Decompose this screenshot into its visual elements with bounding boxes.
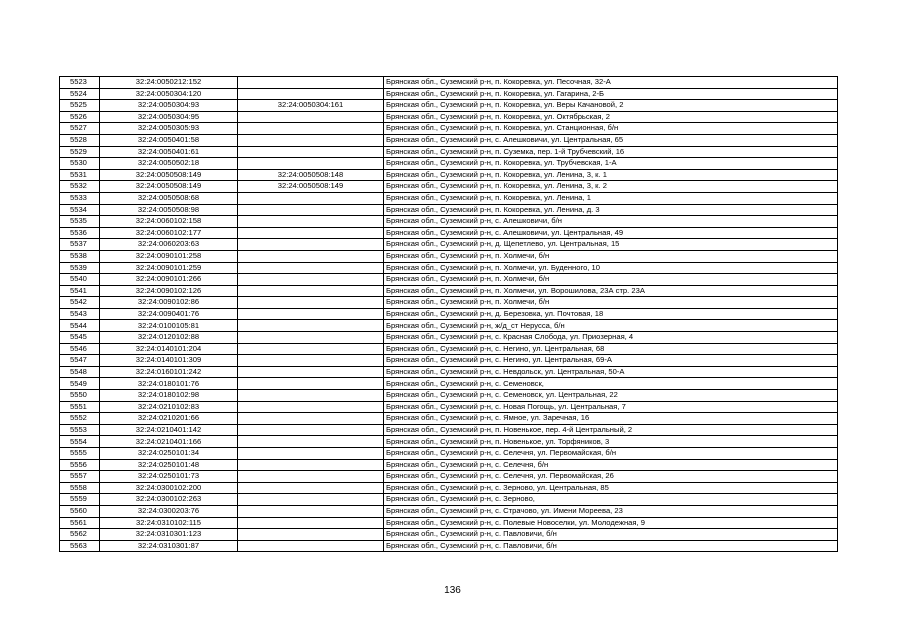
cell-address: Брянская обл., Суземский р-н, с. Семеновск,	[384, 378, 838, 390]
table-row	[60, 529, 838, 541]
cell-cadastral-number: 32:24:0050304:120	[100, 88, 238, 100]
cell-cadastral-number: 32:24:0180101:76	[100, 378, 238, 390]
table-row	[60, 308, 838, 320]
cell-address: Брянская обл., Суземский р-н, с. Павловичи, б/н	[384, 540, 838, 552]
cell-cadastral-number: 32:24:0060102:177	[100, 227, 238, 239]
cell-row-number: 5542	[60, 297, 100, 309]
cell-row-number: 5535	[60, 216, 100, 228]
cell-cadastral-number: 32:24:0090102:126	[100, 285, 238, 297]
table-row	[60, 100, 838, 112]
table-row	[60, 239, 838, 251]
cell-row-number: 5539	[60, 262, 100, 274]
table-row	[60, 297, 838, 309]
cell-row-number: 5541	[60, 285, 100, 297]
cell-row-number: 5560	[60, 505, 100, 517]
table-row	[60, 355, 838, 367]
cell-cadastral-number: 32:24:0090401:76	[100, 308, 238, 320]
cell-cadastral-number: 32:24:0180102:98	[100, 390, 238, 402]
cell-address: Брянская обл., Суземский р-н, п. Новенькое, пер. 4-й Центральный, 2	[384, 424, 838, 436]
cell-address: Брянская обл., Суземский р-н, п. Кокоревка, ул. Октябрьская, 2	[384, 111, 838, 123]
cell-row-number: 5550	[60, 390, 100, 402]
table-row	[60, 494, 838, 506]
cell-address: Брянская обл., Суземский р-н, с. Селечня, б/н	[384, 459, 838, 471]
cell-related-cadastral-number	[238, 494, 384, 506]
cell-cadastral-number: 32:24:0050304:95	[100, 111, 238, 123]
cell-cadastral-number: 32:24:0120102:88	[100, 332, 238, 344]
table-row	[60, 517, 838, 529]
cell-related-cadastral-number	[238, 436, 384, 448]
cell-address: Брянская обл., Суземский р-н, с. Алешковичи, ул. Центральная, 65	[384, 134, 838, 146]
cell-cadastral-number: 32:24:0050508:98	[100, 204, 238, 216]
cell-cadastral-number: 32:24:0050508:149	[100, 169, 238, 181]
table-row	[60, 366, 838, 378]
cell-related-cadastral-number	[238, 413, 384, 425]
cell-address: Брянская обл., Суземский р-н, с. Страчово, ул. Имени Мореева, 23	[384, 505, 838, 517]
table-row	[60, 505, 838, 517]
cell-address: Брянская обл., Суземский р-н, с. Новая Погощь, ул. Центральная, 7	[384, 401, 838, 413]
table-row	[60, 285, 838, 297]
registry-table	[59, 76, 838, 552]
cell-row-number: 5531	[60, 169, 100, 181]
cell-related-cadastral-number: 32:24:0050304:161	[238, 100, 384, 112]
cell-cadastral-number: 32:24:0060102:158	[100, 216, 238, 228]
cell-cadastral-number: 32:24:0050508:68	[100, 192, 238, 204]
cell-related-cadastral-number	[238, 88, 384, 100]
cell-address: Брянская обл., Суземский р-н, с. Негино, ул. Центральная, 69-А	[384, 355, 838, 367]
table-row	[60, 401, 838, 413]
cell-related-cadastral-number	[238, 482, 384, 494]
cell-row-number: 5526	[60, 111, 100, 123]
cell-cadastral-number: 32:24:0210401:142	[100, 424, 238, 436]
cell-address: Брянская обл., Суземский р-н, с. Ямное, ул. Заречная, 16	[384, 413, 838, 425]
table-row	[60, 250, 838, 262]
cell-related-cadastral-number	[238, 123, 384, 135]
cell-address: Брянская обл., Суземский р-н, п. Кокоревка, ул. Песочная, 32-А	[384, 77, 838, 89]
cell-cadastral-number: 32:24:0050401:58	[100, 134, 238, 146]
table-row	[60, 274, 838, 286]
cell-row-number: 5540	[60, 274, 100, 286]
cell-related-cadastral-number	[238, 146, 384, 158]
cell-row-number: 5551	[60, 401, 100, 413]
cell-address: Брянская обл., Суземский р-н, д. Березовка, ул. Почтовая, 18	[384, 308, 838, 320]
cell-cadastral-number: 32:24:0250101:73	[100, 471, 238, 483]
cell-cadastral-number: 32:24:0050212:152	[100, 77, 238, 89]
cell-address: Брянская обл., Суземский р-н, п. Кокоревка, ул. Ленина, 3, к. 1	[384, 169, 838, 181]
cell-related-cadastral-number	[238, 204, 384, 216]
cell-related-cadastral-number	[238, 517, 384, 529]
table-row	[60, 482, 838, 494]
cell-row-number: 5543	[60, 308, 100, 320]
cell-related-cadastral-number	[238, 320, 384, 332]
cell-row-number: 5554	[60, 436, 100, 448]
cell-related-cadastral-number	[238, 529, 384, 541]
table-row	[60, 540, 838, 552]
table-row	[60, 134, 838, 146]
cell-row-number: 5523	[60, 77, 100, 89]
table-row	[60, 227, 838, 239]
cell-row-number: 5524	[60, 88, 100, 100]
cell-cadastral-number: 32:24:0210201:66	[100, 413, 238, 425]
cell-related-cadastral-number	[238, 448, 384, 460]
cell-related-cadastral-number	[238, 390, 384, 402]
cell-cadastral-number: 32:24:0090102:86	[100, 297, 238, 309]
table-row	[60, 192, 838, 204]
table-row	[60, 88, 838, 100]
cell-cadastral-number: 32:24:0050305:93	[100, 123, 238, 135]
cell-related-cadastral-number: 32:24:0050508:149	[238, 181, 384, 193]
cell-related-cadastral-number	[238, 308, 384, 320]
cell-row-number: 5528	[60, 134, 100, 146]
registry-table-body	[60, 77, 838, 552]
cell-row-number: 5557	[60, 471, 100, 483]
cell-address: Брянская обл., Суземский р-н, с. Селечня, ул. Первомайская, б/н	[384, 448, 838, 460]
cell-address: Брянская обл., Суземский р-н, с. Негино, ул. Центральная, 68	[384, 343, 838, 355]
cell-related-cadastral-number	[238, 192, 384, 204]
cell-address: Брянская обл., Суземский р-н, п. Кокоревка, ул. Ленина, 1	[384, 192, 838, 204]
table-row	[60, 158, 838, 170]
cell-related-cadastral-number	[238, 216, 384, 228]
cell-related-cadastral-number	[238, 250, 384, 262]
cell-related-cadastral-number	[238, 424, 384, 436]
table-row	[60, 320, 838, 332]
table-row	[60, 471, 838, 483]
cell-related-cadastral-number	[238, 540, 384, 552]
table-row	[60, 378, 838, 390]
cell-address: Брянская обл., Суземский р-н, п. Кокоревка, ул. Гагарина, 2-Б	[384, 88, 838, 100]
cell-row-number: 5537	[60, 239, 100, 251]
cell-row-number: 5562	[60, 529, 100, 541]
table-row	[60, 262, 838, 274]
cell-row-number: 5552	[60, 413, 100, 425]
cell-related-cadastral-number: 32:24:0050508:148	[238, 169, 384, 181]
cell-address: Брянская обл., Суземский р-н, с. Семеновск, ул. Центральная, 22	[384, 390, 838, 402]
cell-related-cadastral-number	[238, 366, 384, 378]
cell-related-cadastral-number	[238, 505, 384, 517]
table-row	[60, 436, 838, 448]
table-row	[60, 332, 838, 344]
cell-row-number: 5532	[60, 181, 100, 193]
cell-row-number: 5538	[60, 250, 100, 262]
cell-related-cadastral-number	[238, 355, 384, 367]
cell-row-number: 5530	[60, 158, 100, 170]
cell-cadastral-number: 32:24:0050502:18	[100, 158, 238, 170]
cell-related-cadastral-number	[238, 262, 384, 274]
cell-cadastral-number: 32:24:0090101:266	[100, 274, 238, 286]
cell-cadastral-number: 32:24:0160101:242	[100, 366, 238, 378]
cell-related-cadastral-number	[238, 378, 384, 390]
cell-cadastral-number: 32:24:0250101:48	[100, 459, 238, 471]
cell-address: Брянская обл., Суземский р-н, с. Полевые Новоселки, ул. Молодежная, 9	[384, 517, 838, 529]
table-row	[60, 390, 838, 402]
cell-row-number: 5536	[60, 227, 100, 239]
cell-address: Брянская обл., Суземский р-н, п. Холмечи, б/н	[384, 274, 838, 286]
cell-address: Брянская обл., Суземский р-н, п. Кокоревка, ул. Трубчевская, 1-А	[384, 158, 838, 170]
cell-address: Брянская обл., Суземский р-н, п. Кокоревка, ул. Станционная, б/н	[384, 123, 838, 135]
cell-address: Брянская обл., Суземский р-н, с. Алешковичи, ул. Центральная, 49	[384, 227, 838, 239]
cell-row-number: 5553	[60, 424, 100, 436]
cell-related-cadastral-number	[238, 111, 384, 123]
cell-row-number: 5529	[60, 146, 100, 158]
cell-cadastral-number: 32:24:0250101:34	[100, 448, 238, 460]
cell-related-cadastral-number	[238, 459, 384, 471]
page-number: 136	[444, 585, 461, 596]
cell-row-number: 5555	[60, 448, 100, 460]
cell-cadastral-number: 32:24:0060203:63	[100, 239, 238, 251]
cell-related-cadastral-number	[238, 297, 384, 309]
cell-address: Брянская обл., Суземский р-н, п. Холмечи, б/н	[384, 297, 838, 309]
cell-address: Брянская обл., Суземский р-н, с. Зерново, ул. Центральная, 85	[384, 482, 838, 494]
cell-address: Брянская обл., Суземский р-н, п. Кокоревка, ул. Веры Качановой, 2	[384, 100, 838, 112]
cell-address: Брянская обл., Суземский р-н, с. Алешковичи, б/н	[384, 216, 838, 228]
cell-address: Брянская обл., Суземский р-н, п. Кокоревка, ул. Ленина, д. 3	[384, 204, 838, 216]
cell-address: Брянская обл., Суземский р-н, с. Зерново,	[384, 494, 838, 506]
cell-address: Брянская обл., Суземский р-н, с. Селечня, ул. Первомайская, 26	[384, 471, 838, 483]
cell-cadastral-number: 32:24:0300102:263	[100, 494, 238, 506]
table-row	[60, 123, 838, 135]
cell-row-number: 5527	[60, 123, 100, 135]
cell-row-number: 5545	[60, 332, 100, 344]
cell-row-number: 5563	[60, 540, 100, 552]
cell-row-number: 5544	[60, 320, 100, 332]
table-row	[60, 413, 838, 425]
cell-address: Брянская обл., Суземский р-н, п. Суземка, пер. 1-й Трубчевский, 16	[384, 146, 838, 158]
table-row	[60, 169, 838, 181]
cell-cadastral-number: 32:24:0310102:115	[100, 517, 238, 529]
cell-row-number: 5558	[60, 482, 100, 494]
table-row	[60, 216, 838, 228]
cell-address: Брянская обл., Суземский р-н, с. Невдольск, ул. Центральная, 50-А	[384, 366, 838, 378]
cell-cadastral-number: 32:24:0050304:93	[100, 100, 238, 112]
cell-row-number: 5534	[60, 204, 100, 216]
cell-row-number: 5547	[60, 355, 100, 367]
cell-row-number: 5525	[60, 100, 100, 112]
cell-row-number: 5549	[60, 378, 100, 390]
cell-related-cadastral-number	[238, 77, 384, 89]
cell-address: Брянская обл., Суземский р-н, п. Холмечи, ул. Буденного, 10	[384, 262, 838, 274]
cell-address: Брянская обл., Суземский р-н, п. Холмечи, ул. Ворошилова, 23А стр. 23А	[384, 285, 838, 297]
cell-address: Брянская обл., Суземский р-н, д. Щепетлево, ул. Центральная, 15	[384, 239, 838, 251]
cell-related-cadastral-number	[238, 401, 384, 413]
cell-cadastral-number: 32:24:0300102:200	[100, 482, 238, 494]
cell-related-cadastral-number	[238, 332, 384, 344]
cell-related-cadastral-number	[238, 471, 384, 483]
table-row	[60, 424, 838, 436]
cell-address: Брянская обл., Суземский р-н, с. Павловичи, б/н	[384, 529, 838, 541]
cell-cadastral-number: 32:24:0140101:309	[100, 355, 238, 367]
cell-row-number: 5546	[60, 343, 100, 355]
table-row	[60, 459, 838, 471]
cell-row-number: 5548	[60, 366, 100, 378]
table-row	[60, 146, 838, 158]
table-row	[60, 343, 838, 355]
cell-related-cadastral-number	[238, 285, 384, 297]
cell-cadastral-number: 32:24:0210102:83	[100, 401, 238, 413]
cell-cadastral-number: 32:24:0310301:123	[100, 529, 238, 541]
cell-cadastral-number: 32:24:0100105:81	[100, 320, 238, 332]
cell-cadastral-number: 32:24:0310301:87	[100, 540, 238, 552]
table-row	[60, 77, 838, 89]
cell-row-number: 5559	[60, 494, 100, 506]
cell-cadastral-number: 32:24:0140101:204	[100, 343, 238, 355]
cell-related-cadastral-number	[238, 343, 384, 355]
cell-address: Брянская обл., Суземский р-н, п. Холмечи, б/н	[384, 250, 838, 262]
cell-related-cadastral-number	[238, 158, 384, 170]
cell-related-cadastral-number	[238, 227, 384, 239]
cell-related-cadastral-number	[238, 134, 384, 146]
cell-related-cadastral-number	[238, 239, 384, 251]
cell-address: Брянская обл., Суземский р-н, п. Кокоревка, ул. Ленина, 3, к. 2	[384, 181, 838, 193]
cell-cadastral-number: 32:24:0090101:258	[100, 250, 238, 262]
table-row	[60, 448, 838, 460]
table-row	[60, 111, 838, 123]
cell-cadastral-number: 32:24:0050508:149	[100, 181, 238, 193]
table-row	[60, 181, 838, 193]
cell-row-number: 5533	[60, 192, 100, 204]
cell-address: Брянская обл., Суземский р-н, с. Красная Слобода, ул. Приозерная, 4	[384, 332, 838, 344]
cell-related-cadastral-number	[238, 274, 384, 286]
cell-cadastral-number: 32:24:0300203:76	[100, 505, 238, 517]
table-row	[60, 204, 838, 216]
cell-address: Брянская обл., Суземский р-н, п. Новенькое, ул. Торфяников, 3	[384, 436, 838, 448]
cell-address: Брянская обл., Суземский р-н, ж/д_ст Неруcса, б/н	[384, 320, 838, 332]
cell-row-number: 5556	[60, 459, 100, 471]
cell-cadastral-number: 32:24:0090101:259	[100, 262, 238, 274]
cell-row-number: 5561	[60, 517, 100, 529]
cell-cadastral-number: 32:24:0210401:166	[100, 436, 238, 448]
cell-cadastral-number: 32:24:0050401:61	[100, 146, 238, 158]
